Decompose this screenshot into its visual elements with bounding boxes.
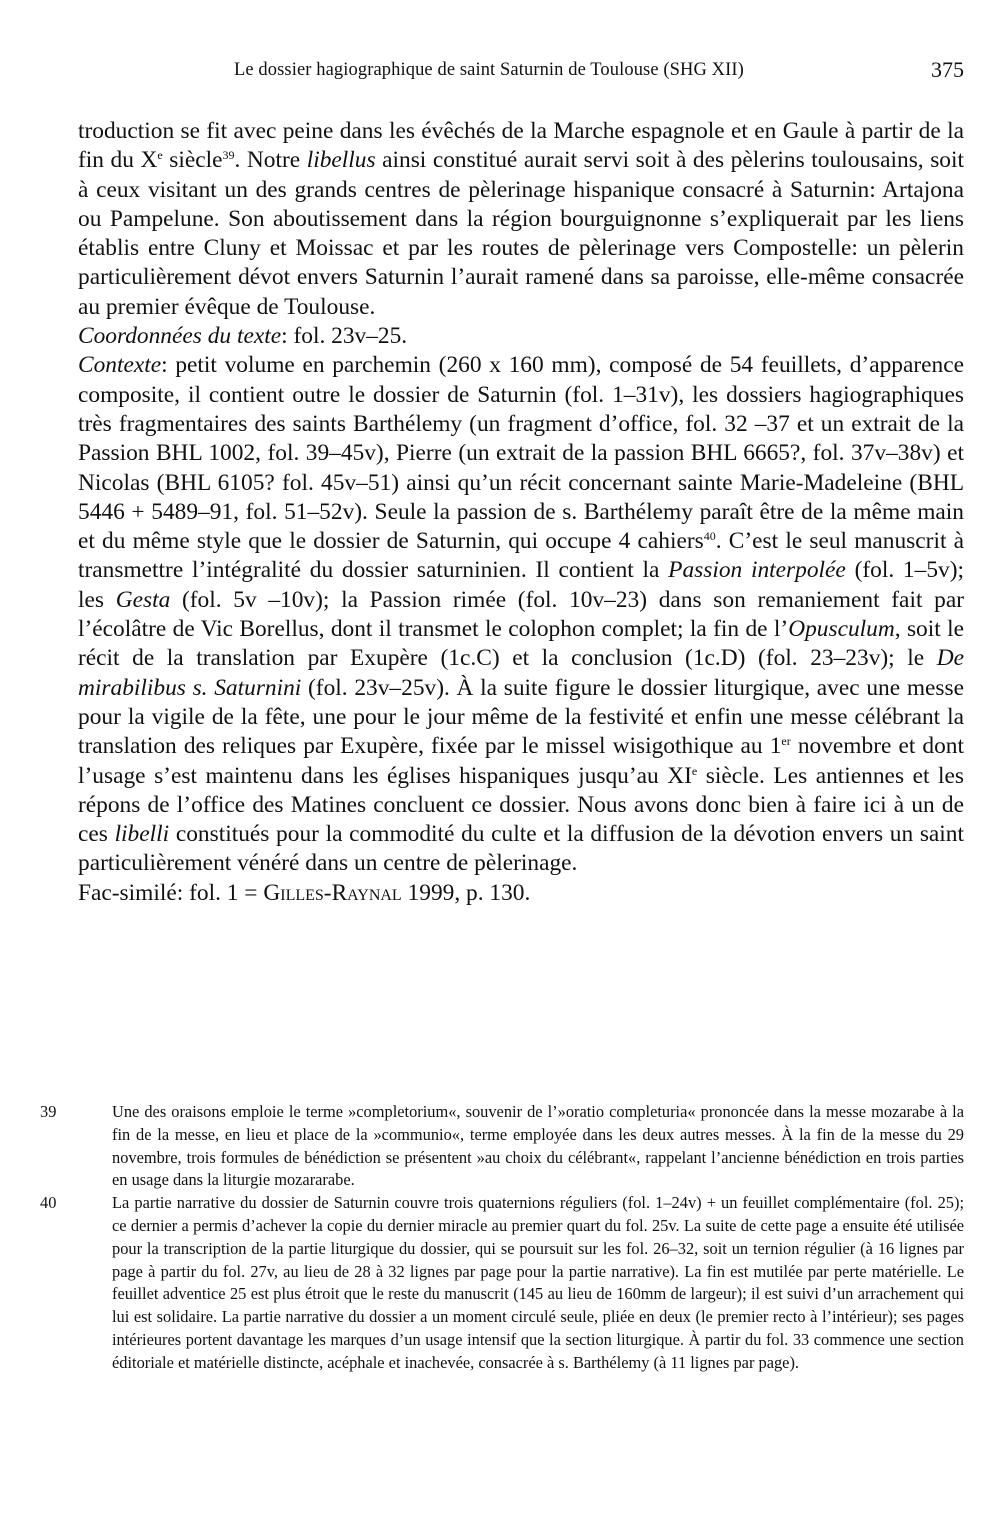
footnote-number: 39 [40, 1102, 57, 1121]
running-head [78, 56, 964, 90]
superscript-er: er [781, 734, 791, 749]
italic-term-libellus: libellus [306, 147, 376, 174]
text-run: Fac-similé: fol. 1 = [78, 879, 264, 906]
paragraph-facsimile [78, 879, 964, 908]
coordinates-value: : fol. 23v–25. [281, 323, 408, 350]
text-run: : petit volume en parchemin (260 x 160 mm), composé de 54 feuillets, d’apparence composite, il contient outre le dossier de Saturnin (fol. 1–31v), les dossiers hagiographiques très fragmentaires des saints Barthélemy (un fragment d’office, fol. 32 –37 et un extrait de la Passion BHL 1002, fol. 39–45v), Pierre (un extrait de la passion BHL 6665?, fol. 37v–38v) et Nicolas (BHL 6105? fol. 45v–51) ainsi qu’un récit concernant sainte Marie-Madeleine (BHL 5446 + 5489–91, fol. 51–52v). Seule la passion de s. Barthélemy paraît être de la même main et du même style que le dossier de Saturnin, qui occupe 4 cahiers [78, 352, 964, 555]
facsimile-author: Gilles-Raynal [263, 879, 402, 906]
page [40, 56, 964, 1372]
text-run: troduction se fit avec peine dans les évêchés de la Marche espagnole et en Gaule à partir de la fin du X [78, 118, 964, 174]
footnote-reference-39: 39 [222, 148, 235, 163]
coordinates-label: Coordonnées du texte [78, 323, 282, 350]
italic-title-de-mirabilibus: De mirabilibus s. Saturnini [78, 645, 964, 701]
superscript-e: e [157, 148, 163, 163]
text-run: 1999, p. 130. [401, 879, 531, 906]
footnote-reference-40: 40 [703, 529, 716, 544]
main-text [78, 117, 964, 908]
italic-title-gesta: Gesta [115, 586, 171, 613]
footnote-text: La partie narrative du dossier de Saturnin couvre trois quaternions réguliers (fol. 1–24v) + un feuillet complémentaire (fol. 25); ce dernier a permis d’achever la copie du dernier miracle au premier quart du fol. 25v. La suite de cette page a ensuite été utilisée pour la transcription de la partie liturgique du dossier, qui se poursuit sur les fol. 26–32, soit un ternion régulier (à 16 lignes par page à partir du fol. 27v, au lieu de 28 à 32 lignes par page pour la partie narrative). La fin est mutilée par perte matérielle. Le feuillet adventice 25 est plus étroit que le reste du manuscrit (145 au lieu de 160mm de largeur); il est suivi d’un arrachement qui lui est solidaire. La partie narrative du dossier a un moment circulé seule, pliée en deux (le premier recto à l’intérieur); ses pages intérieures portent davantage les marques d’un usage intensif que la section liturgique. À partir du fol. 33 commence une section éditoriale et matérielle distincte, acéphale et inachevée, consacrée à s. Barthélemy (à 11 lignes par page). [112, 1193, 964, 1372]
footnote-39 [40, 1101, 964, 1192]
text-run: siècle [162, 147, 223, 174]
italic-title-passion-interpolee: Passion interpolée [668, 557, 846, 584]
superscript-e: e [691, 763, 698, 778]
text-run: , soit le récit de la translation par Exupère (1c.C) et la conclusion (1c.D) (fol. 23–23v); le [78, 616, 964, 672]
footnotes [40, 1101, 964, 1375]
paragraph-introduction [78, 117, 964, 322]
paragraph-coordinates [78, 322, 964, 351]
running-title: Le dossier hagiographique de saint Saturnin de Toulouse (SHG XII) [234, 60, 744, 80]
text-run: . Notre [234, 147, 307, 174]
footnote-number: 40 [40, 1193, 57, 1213]
text-run: siècle. Les antiennes et les répons de l’office des Matines concluent ce dossier. Nous avons donc bien à faire ici à un de ces [78, 762, 964, 848]
paragraph-context [78, 351, 964, 878]
text-run: (fol. 5v –10v); la Passion rimée (fol. 10v–23) dans son remaniement fait par l’écolâtre de Vic Borellus, dont il transmet le colophon complet; la fin de l’ [78, 586, 964, 643]
text-run: novembre et dont l’usage s’est maintenu dans les églises hispaniques jusqu’au XI [78, 733, 964, 789]
italic-title-opusculum: Opusculum [788, 616, 895, 643]
italic-term-libelli: libelli [114, 821, 170, 848]
text-run: (fol. 23v–25v). À la suite figure le dossier liturgique, avec une messe pour la vigile de la fête, une pour le jour même de la festivité et enfin une messe célébrant la translation des reliques par Exupère, fixée par le missel wisigothique au 1 [78, 674, 964, 760]
text-run: . C’est le seul manuscrit à transmettre l’intégralité du dossier saturninien. Il contient la [78, 528, 964, 584]
footnote-text: Une des oraisons emploie le terme »completorium«, souvenir de l’»oratio completuria« prononcée dans la messe mozarabe à la fin de la messe, en lieu et place de la »communio«, terme employée dans les deux autres messes. À la fin de la messe du 29 novembre, trois formules de bénédiction se présentent »au choix du célébrant«, rappelant l’ancienne bénédiction en trois parties en usage dans la liturgie mozararabe. [112, 1102, 964, 1190]
text-run: (fol. 1–5v); les [78, 557, 964, 613]
page-number: 375 [931, 57, 964, 82]
text-run: constitués pour la commodité du culte et la diffusion de la dévotion envers un saint particulièrement vénéré dans un centre de pèlerinage. [78, 821, 964, 877]
text-run: ainsi constitué aurait servi soit à des pèlerins toulousains, soit à ceux visitant un des grands centres de pèlerinage hispanique consacré à Saturnin: Artajona ou Pampelune. Son aboutissement dans la région bourguignonne s’expliquerait par les liens établis entre Cluny et Moissac et par les routes de pèlerinage vers Compostelle: un pèlerin particulièrement dévot envers Saturnin l’aurait ramené dans sa paroisse, elle-même consacrée au premier évêque de Toulouse. [78, 147, 964, 320]
context-label: Contexte [78, 352, 162, 379]
footnote-40 [40, 1192, 964, 1374]
